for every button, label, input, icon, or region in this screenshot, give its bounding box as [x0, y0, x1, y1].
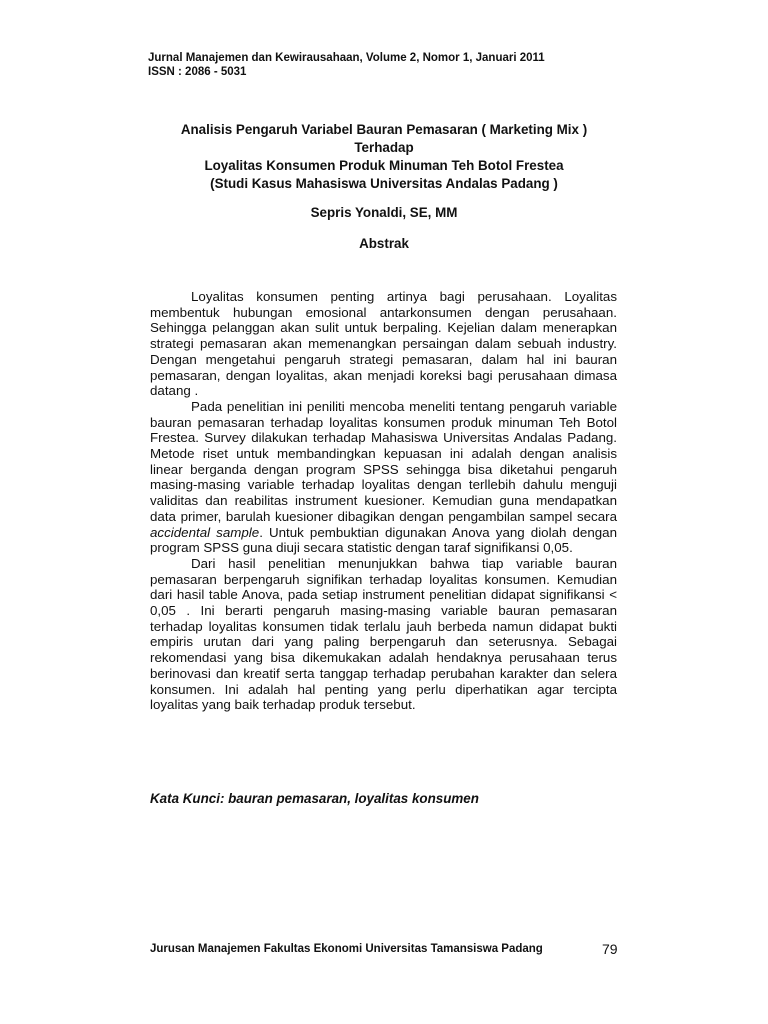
abstract-paragraph-2-text-b: . Untuk pembuktian digunakan Anova yang diolah dengan program SPSS guna diuji secara statistic dengan taraf signifikansi 0,05.	[150, 524, 618, 556]
abstract-paragraph-3: Dari hasil penelitian menunjukkan bahwa tiap variable bauran pemasaran berpengaruh signifikan terhadap loyalitas konsumen. Kemudian dari hasil table Anova, pada setiap instrument penelitian didapat signifikansi < 0,05 . Ini berarti pengaruh masing-masing variable bauran pemasaran terhadap loyalitas konsumen tidak terlalu jauh berbeda namun didapat bukti empiris urutan dari yang paling berpengaruh dan seterusnya. Sebagai rekomendasi yang bisa dikemukakan adalah hendaknya perusahaan terus berinovasi dan kreatif serta tanggap terhadap perubahan karakter dan selera konsumen. Ini adalah hal penting yang perlu diperhatikan agar tercipta loyalitas yang baik terhadap produk tersebut.	[150, 555, 617, 713]
abstract-paragraph-1: Loyalitas konsumen penting artinya bagi perusahaan. Loyalitas membentuk hubungan emosional antarkonsumen dengan perusahaan. Sehingga pelanggan akan sulit untuk berpaling. Kejelian dalam menerapkan strategi pemasaran akan memenangkan persaingan dalam sebuah industry. Dengan mengetahui pengaruh strategi pemasaran, dalam hal ini bauran pemasaran, dengan loyalitas, akan menjadi koreksi bagi perusahaan dimasa datang .	[150, 289, 617, 399]
title-line-2: Terhadap	[354, 140, 414, 155]
abstract-paragraph-2	[150, 399, 617, 556]
title-line-3: Loyalitas Konsumen Produk Minuman Teh Botol Frestea	[204, 158, 564, 173]
issn: ISSN : 2086 - 5031	[148, 66, 247, 78]
title-line-1: Analisis Pengaruh Variabel Bauran Pemasaran ( Marketing Mix )	[180, 122, 588, 137]
paper-title	[148, 121, 620, 193]
title-line-4: (Studi Kasus Mahasiswa Universitas Andalas Padang )	[210, 176, 558, 191]
page-number: 79	[602, 941, 618, 957]
author-name: Sepris Yonaldi, SE, MM	[310, 205, 458, 220]
abstract-heading: Abstrak	[359, 236, 409, 251]
journal-header	[148, 51, 545, 79]
journal-citation: Jurnal Manajemen dan Kewirausahaan, Volume 2, Nomor 1, Januari 2011	[148, 52, 545, 64]
accidental-sample-term: accidental sample	[150, 524, 260, 540]
keywords: Kata Kunci: bauran pemasaran, loyalitas konsumen	[150, 791, 479, 806]
footer-institution: Jurusan Manajemen Fakultas Ekonomi Universitas Tamansiswa Padang	[150, 943, 543, 955]
abstract-paragraph-2-text-a: Pada penelitian ini peniliti mencoba meneliti tentang pengaruh variable bauran pemasaran terhadap loyalitas konsumen produk minuman Teh Botol Frestea. Survey dilakukan terhadap Mahasiswa Universitas Andalas Padang. Metode riset untuk membandingkan kepuasan ini adalah dengan analisis linear berganda dengan program SPSS sehingga bisa diketahui pengaruh masing-masing variable terhadap loyalitas dengan terllebih dahulu menguji validitas dan reabilitas instrument kuesioner. Kemudian guna mendapatkan data primer, barulah kuesioner dibagikan dengan pengambilan sampel secara	[150, 398, 617, 524]
abstract-body	[150, 289, 617, 713]
